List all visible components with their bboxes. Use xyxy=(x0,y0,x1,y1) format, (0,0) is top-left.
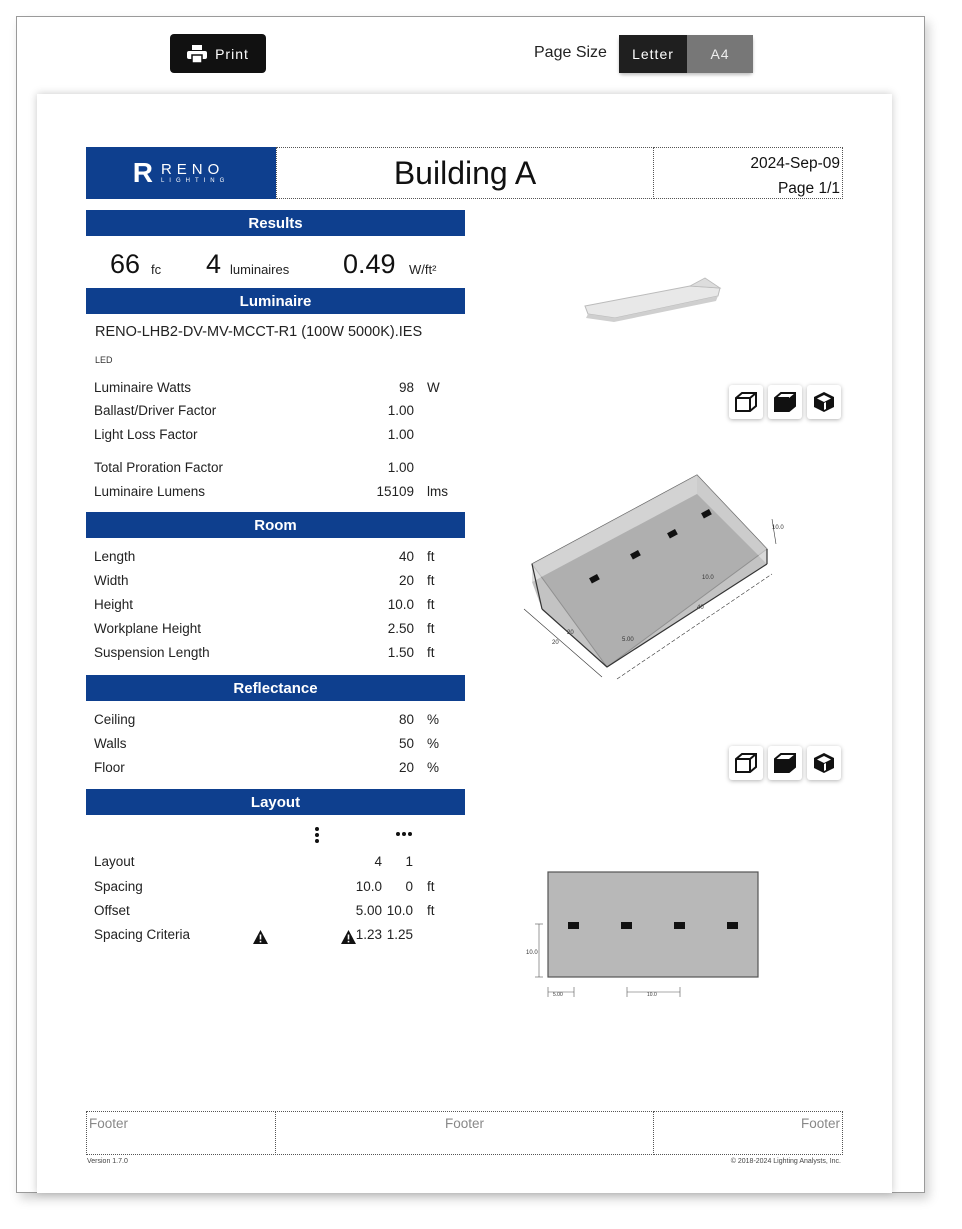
copyright-text: © 2018-2024 Lighting Analysts, Inc. xyxy=(730,1158,841,1165)
row-value: 1.00 xyxy=(387,427,414,442)
version-text: Version 1.7.0 xyxy=(87,1158,128,1165)
row-unit: ft xyxy=(427,597,435,612)
footer-center: Footer xyxy=(275,1111,654,1155)
cube-iso-icon xyxy=(812,752,836,774)
row-label: Width xyxy=(94,573,129,588)
row-label: Ballast/Driver Factor xyxy=(94,403,217,418)
front-view-button[interactable] xyxy=(729,746,763,780)
cube-iso-icon xyxy=(812,391,836,413)
row-label: Suspension Length xyxy=(94,645,210,660)
row-label: Luminaire Watts xyxy=(94,380,192,395)
row-value: 50 xyxy=(398,736,414,751)
vertical-dots-icon xyxy=(314,826,320,844)
room-3d-diagram xyxy=(522,469,782,689)
luminaire-row xyxy=(94,403,464,425)
row-label: Workplane Height xyxy=(94,621,202,636)
row-value-col1: 5.00 xyxy=(355,903,382,918)
header-meta xyxy=(653,147,843,199)
row-value: 1.00 xyxy=(387,403,414,418)
fc-unit: fc xyxy=(151,262,162,277)
row-label: Floor xyxy=(94,760,125,775)
reflectance-row xyxy=(94,712,464,734)
luminaire-row xyxy=(94,427,464,449)
row-value-col1: 1.23 xyxy=(355,927,382,942)
room-row xyxy=(94,621,464,643)
cube-front-icon xyxy=(734,752,758,774)
results-header: Results xyxy=(86,210,465,236)
page-number: Page 1/1 xyxy=(777,180,840,197)
luminaire-row xyxy=(94,460,464,482)
luminaires-value: 4 xyxy=(206,249,222,279)
print-button-label: Print xyxy=(215,45,249,62)
row-label: Spacing xyxy=(94,879,143,894)
wft-value: 0.49 xyxy=(343,249,396,279)
row-value: 80 xyxy=(398,712,414,727)
row-unit: ft xyxy=(427,903,435,918)
luminaire-header: Luminaire xyxy=(86,288,465,314)
layout-row xyxy=(94,903,464,925)
reno-logo xyxy=(86,147,276,199)
row-value: 2.50 xyxy=(387,621,414,636)
luminaire-row xyxy=(94,484,464,506)
front-view-button[interactable] xyxy=(729,385,763,419)
footer-right: Footer xyxy=(653,1111,843,1155)
row-value: 15109 xyxy=(376,484,414,499)
dim-label: 10.0 xyxy=(702,575,714,581)
row-label: Layout xyxy=(94,854,135,869)
room-header: Room xyxy=(86,512,465,538)
row-unit: ft xyxy=(427,573,435,588)
fc-value: 66 xyxy=(110,249,141,279)
dim-label: 10.0 xyxy=(772,525,784,531)
iso-view-button[interactable] xyxy=(807,746,841,780)
row-value: 1.50 xyxy=(387,645,414,660)
row-unit: % xyxy=(427,712,440,727)
printer-icon xyxy=(187,45,207,63)
warning-icon xyxy=(341,930,356,944)
row-value-col1: 4 xyxy=(374,854,382,869)
row-unit: W xyxy=(427,380,440,395)
row-label: Walls xyxy=(94,736,127,751)
side-view-button[interactable] xyxy=(768,385,802,419)
row-unit: ft xyxy=(427,549,435,564)
row-value-col2: 0 xyxy=(405,879,413,894)
row-value: 1.00 xyxy=(387,460,414,475)
row-value-col2: 10.0 xyxy=(386,903,413,918)
cube-front-icon xyxy=(734,391,758,413)
page-size-label: Page Size xyxy=(534,44,607,61)
footer-left: Footer xyxy=(86,1111,276,1155)
view-buttons-3d xyxy=(729,385,841,419)
luminaire-row xyxy=(94,380,464,402)
wft-unit: W/ft² xyxy=(409,262,437,277)
page-size-toggle xyxy=(619,35,753,73)
row-unit: lms xyxy=(427,484,448,499)
dim-label: 10.0 xyxy=(526,950,538,956)
report-date: 2024-Sep-09 xyxy=(750,155,840,172)
row-label: Length xyxy=(94,549,136,564)
reflectance-row xyxy=(94,736,464,758)
row-label: Spacing Criteria xyxy=(94,927,191,942)
row-label: Total Proration Factor xyxy=(94,460,224,475)
report-page xyxy=(37,94,892,1193)
luminaire-file-name: RENO-LHB2-DV-MV-MCCT-R1 (100W 5000K).IES xyxy=(95,324,423,340)
page-size-letter-option[interactable]: Letter xyxy=(619,35,687,73)
luminaires-unit: luminaires xyxy=(230,262,290,277)
dim-label: 5.00 xyxy=(622,637,634,643)
dim-label: 10.0 xyxy=(647,992,657,998)
layout-row xyxy=(94,927,464,949)
row-value: 40 xyxy=(398,549,414,564)
page-size-a4-option[interactable]: A4 xyxy=(687,35,753,73)
row-label: Offset xyxy=(94,903,130,918)
layout-row xyxy=(94,879,464,901)
luminaire-image xyxy=(580,274,725,324)
row-unit: ft xyxy=(427,645,435,660)
cube-side-icon xyxy=(773,391,797,413)
dim-label: 20 xyxy=(552,640,559,646)
results-summary xyxy=(86,244,465,284)
logo-mark: R xyxy=(132,157,153,188)
cube-side-icon xyxy=(773,752,797,774)
row-value-col2: 1 xyxy=(405,854,413,869)
row-label: Light Loss Factor xyxy=(94,427,198,442)
row-value: 98 xyxy=(398,380,414,395)
row-value: 20 xyxy=(398,760,414,775)
print-button[interactable] xyxy=(170,34,266,73)
dim-label: 5.00 xyxy=(553,992,563,998)
row-value: 20 xyxy=(398,573,414,588)
layout-header: Layout xyxy=(86,789,465,815)
report-title: Building A xyxy=(276,147,654,199)
horizontal-dots-icon xyxy=(395,831,413,837)
row-value-col2: 1.25 xyxy=(386,927,413,942)
row-label: Luminaire Lumens xyxy=(94,484,206,499)
room-row xyxy=(94,645,464,667)
reflectance-row xyxy=(94,760,464,782)
row-unit: % xyxy=(427,736,440,751)
view-buttons-plan xyxy=(729,746,841,780)
room-row xyxy=(94,597,464,619)
row-unit: % xyxy=(427,760,440,775)
layout-row xyxy=(94,854,464,876)
row-label: Height xyxy=(94,597,134,612)
dim-label: 40 xyxy=(697,605,704,611)
warning-icon xyxy=(253,930,268,944)
row-label: Ceiling xyxy=(94,712,136,727)
logo-subtext: LIGHTING xyxy=(160,177,230,184)
room-row xyxy=(94,573,464,595)
iso-view-button[interactable] xyxy=(807,385,841,419)
dim-label: 20 xyxy=(567,630,574,636)
room-row xyxy=(94,549,464,571)
side-view-button[interactable] xyxy=(768,746,802,780)
reflectance-header: Reflectance xyxy=(86,675,465,701)
row-unit: ft xyxy=(427,879,435,894)
logo-text: RENO xyxy=(160,160,225,178)
row-value-col1: 10.0 xyxy=(355,879,382,894)
luminaire-type: LED xyxy=(95,355,113,365)
room-plan-diagram xyxy=(521,864,761,1004)
row-value: 10.0 xyxy=(387,597,414,612)
row-unit: ft xyxy=(427,621,435,636)
